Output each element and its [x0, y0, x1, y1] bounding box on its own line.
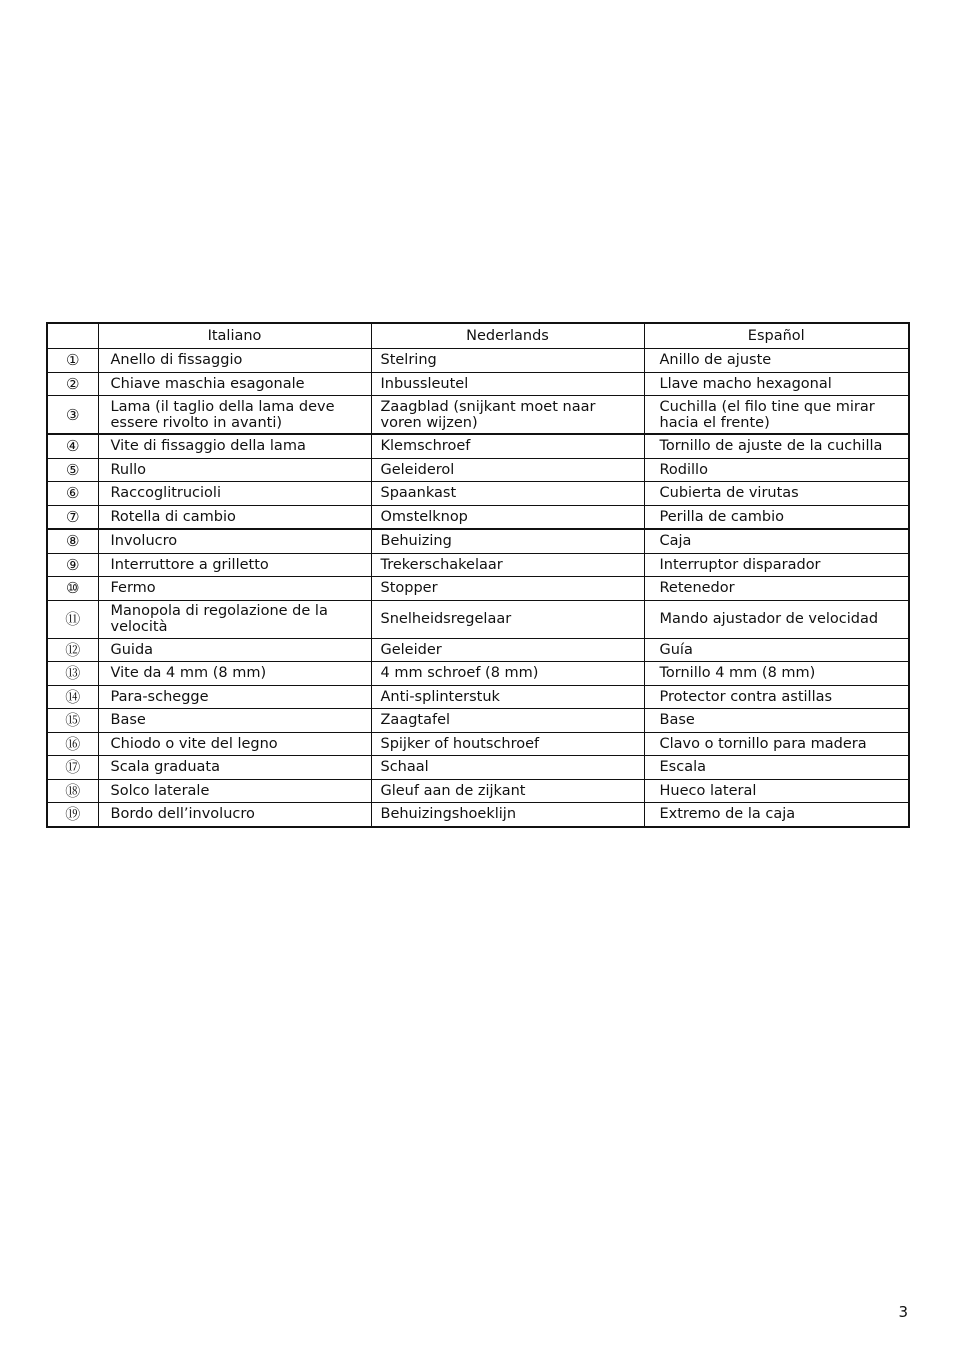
- cell-nederlands: Snelheidsregelaar: [371, 600, 644, 638]
- cell-nederlands: Stopper: [371, 577, 644, 601]
- row-number: ⑮: [47, 709, 98, 733]
- cell-italiano: Vite da 4 mm (8 mm): [98, 662, 371, 686]
- cell-espanol: Perilla de cambio: [644, 505, 909, 529]
- table-row: [47, 685, 909, 709]
- cell-italiano: Manopola di regolazione de la velocità: [98, 600, 371, 638]
- cell-nederlands: 4 mm schroef (8 mm): [371, 662, 644, 686]
- cell-italiano: Solco laterale: [98, 779, 371, 803]
- table-row: [47, 600, 909, 638]
- table-row: [47, 482, 909, 506]
- cell-nederlands: Inbussleutel: [371, 372, 644, 396]
- row-number: ⑱: [47, 779, 98, 803]
- cell-nederlands: Behuizingshoeklijn: [371, 803, 644, 827]
- cell-italiano: Chiave maschia esagonale: [98, 372, 371, 396]
- cell-nederlands: Behuizing: [371, 529, 644, 553]
- cell-espanol: Guía: [644, 638, 909, 662]
- cell-nederlands: Stelring: [371, 349, 644, 373]
- cell-espanol: Cubierta de virutas: [644, 482, 909, 506]
- table-row: [47, 779, 909, 803]
- cell-italiano: Guida: [98, 638, 371, 662]
- cell-espanol: Base: [644, 709, 909, 733]
- table-row: [47, 577, 909, 601]
- cell-italiano: Fermo: [98, 577, 371, 601]
- cell-espanol: Interruptor disparador: [644, 553, 909, 577]
- table-row: [47, 638, 909, 662]
- row-number: ⑲: [47, 803, 98, 827]
- cell-espanol: Rodillo: [644, 458, 909, 482]
- header-nederlands: Nederlands: [371, 323, 644, 349]
- cell-espanol: Tornillo de ajuste de la cuchilla: [644, 434, 909, 458]
- cell-nederlands: Spaankast: [371, 482, 644, 506]
- header-espanol: Español: [644, 323, 909, 349]
- cell-nederlands: Geleiderol: [371, 458, 644, 482]
- cell-italiano: Scala graduata: [98, 756, 371, 780]
- parts-legend-table: [46, 322, 910, 828]
- row-number: ⑪: [47, 600, 98, 638]
- cell-italiano: Anello di fissaggio: [98, 349, 371, 373]
- cell-espanol: Protector contra astillas: [644, 685, 909, 709]
- row-number: ①: [47, 349, 98, 373]
- row-number: ⑦: [47, 505, 98, 529]
- row-number: ④: [47, 434, 98, 458]
- table-row: [47, 529, 909, 553]
- cell-italiano: Base: [98, 709, 371, 733]
- table-row: [47, 803, 909, 827]
- cell-nederlands: Geleider: [371, 638, 644, 662]
- table-row: [47, 732, 909, 756]
- table-row: [47, 396, 909, 435]
- cell-nederlands: Schaal: [371, 756, 644, 780]
- row-number: ⑨: [47, 553, 98, 577]
- table-row: [47, 756, 909, 780]
- cell-italiano: Lama (il taglio della lama deve essere rivolto in avanti): [98, 396, 371, 435]
- row-number: ⑫: [47, 638, 98, 662]
- table-row: [47, 553, 909, 577]
- row-number: ②: [47, 372, 98, 396]
- cell-espanol: Clavo o tornillo para madera: [644, 732, 909, 756]
- cell-espanol: Extremo de la caja: [644, 803, 909, 827]
- cell-espanol: Retenedor: [644, 577, 909, 601]
- cell-nederlands: Trekerschakelaar: [371, 553, 644, 577]
- table-row: [47, 709, 909, 733]
- cell-nederlands: Zaagtafel: [371, 709, 644, 733]
- cell-nederlands: Gleuf aan de zijkant: [371, 779, 644, 803]
- row-number: ⑩: [47, 577, 98, 601]
- cell-espanol: Tornillo 4 mm (8 mm): [644, 662, 909, 686]
- row-number: ⑤: [47, 458, 98, 482]
- table-row: [47, 372, 909, 396]
- cell-italiano: Interruttore a grilletto: [98, 553, 371, 577]
- row-number: ⑬: [47, 662, 98, 686]
- table-row: [47, 458, 909, 482]
- cell-nederlands: Anti-splinterstuk: [371, 685, 644, 709]
- cell-nederlands: Klemschroef: [371, 434, 644, 458]
- page-number: 3: [898, 1303, 908, 1321]
- header-number: [47, 323, 98, 349]
- table-row: [47, 434, 909, 458]
- cell-espanol: Caja: [644, 529, 909, 553]
- cell-italiano: Bordo dell’involucro: [98, 803, 371, 827]
- row-number: ⑰: [47, 756, 98, 780]
- cell-italiano: Vite di fissaggio della lama: [98, 434, 371, 458]
- row-number: ⑭: [47, 685, 98, 709]
- cell-italiano: Rullo: [98, 458, 371, 482]
- row-number: ③: [47, 396, 98, 435]
- cell-espanol: Cuchilla (el filo tine que mirar hacia el frente): [644, 396, 909, 435]
- table-row: [47, 349, 909, 373]
- table-row: [47, 505, 909, 529]
- cell-italiano: Rotella di cambio: [98, 505, 371, 529]
- table-row: [47, 662, 909, 686]
- header-italiano: Italiano: [98, 323, 371, 349]
- cell-italiano: Involucro: [98, 529, 371, 553]
- cell-italiano: Chiodo o vite del legno: [98, 732, 371, 756]
- cell-espanol: Hueco lateral: [644, 779, 909, 803]
- cell-italiano: Para-schegge: [98, 685, 371, 709]
- row-number: ⑥: [47, 482, 98, 506]
- cell-italiano: Raccoglitrucioli: [98, 482, 371, 506]
- table-header-row: [47, 323, 909, 349]
- row-number: ⑯: [47, 732, 98, 756]
- cell-nederlands: Spijker of houtschroef: [371, 732, 644, 756]
- cell-espanol: Llave macho hexagonal: [644, 372, 909, 396]
- cell-espanol: Anillo de ajuste: [644, 349, 909, 373]
- row-number: ⑧: [47, 529, 98, 553]
- cell-nederlands: Omstelknop: [371, 505, 644, 529]
- cell-espanol: Mando ajustador de velocidad: [644, 600, 909, 638]
- cell-nederlands: Zaagblad (snijkant moet naar voren wijzen): [371, 396, 644, 435]
- table-body: [47, 349, 909, 827]
- cell-espanol: Escala: [644, 756, 909, 780]
